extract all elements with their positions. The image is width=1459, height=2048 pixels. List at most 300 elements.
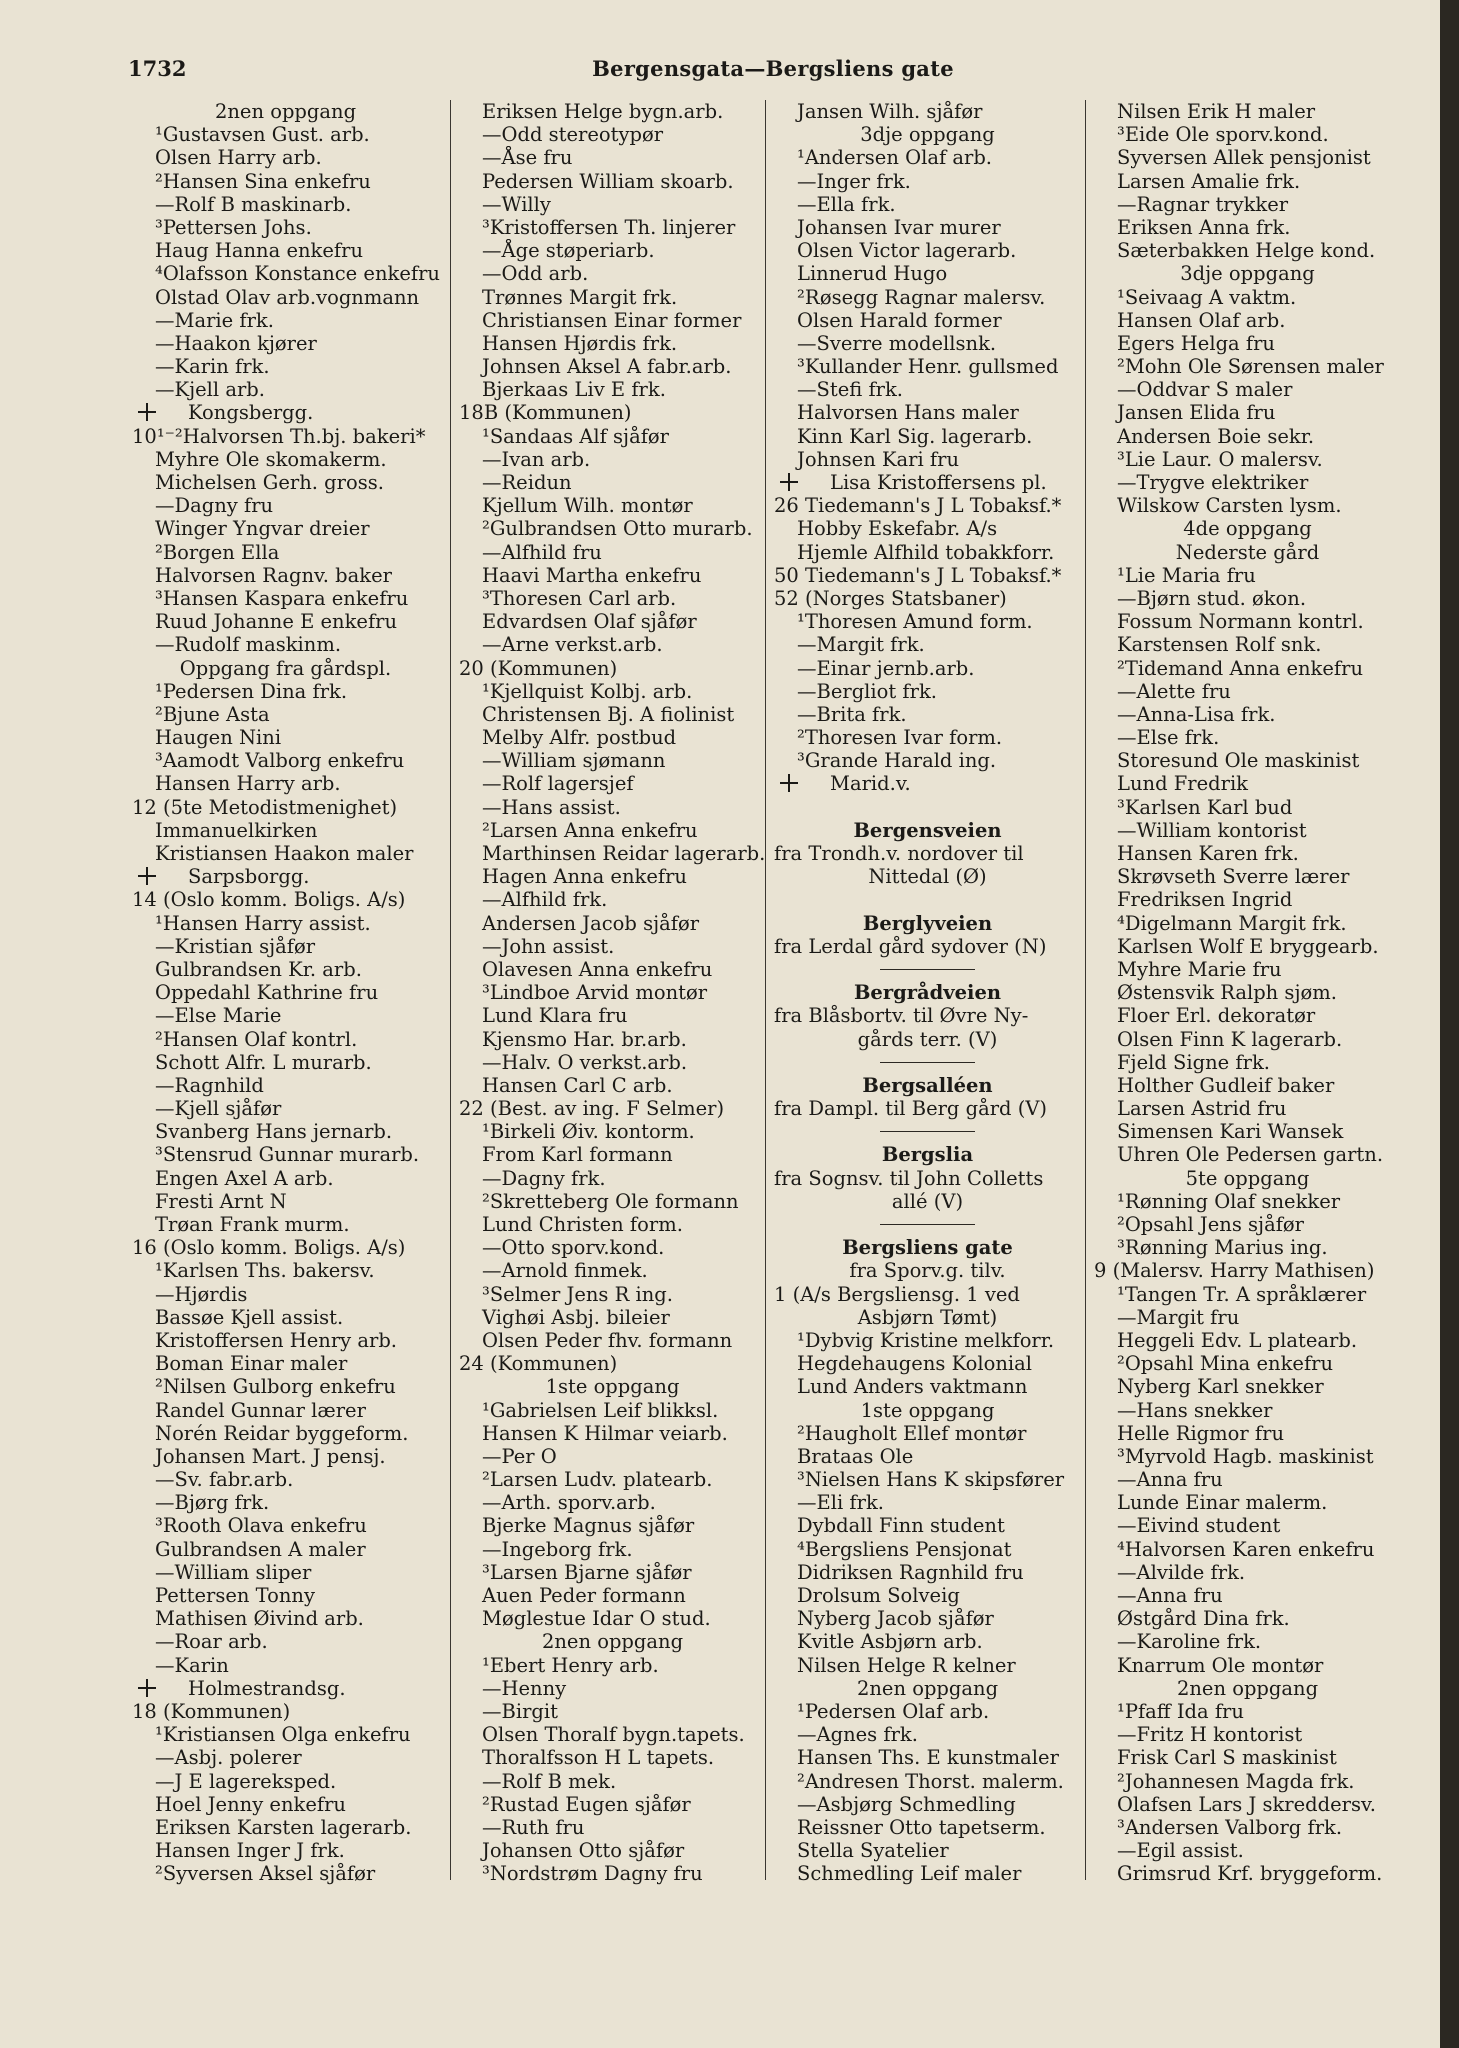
resident-entry: —William sliper — [155, 1560, 312, 1584]
resident-entry: Wilskow Carsten lysm. — [1117, 494, 1342, 518]
resident-entry: Olsen Peder fhv. formann — [482, 1328, 733, 1352]
resident-entry: ¹Thoresen Amund form. — [797, 610, 1033, 634]
resident-entry: Nyberg Karl snekker — [1117, 1375, 1324, 1399]
resident-entry: Reissner Otto tapetserm. — [797, 1815, 1046, 1839]
resident-entry: —Dagny frk. — [482, 1166, 606, 1190]
resident-entry: ³Eide Ole sporv.kond. — [1117, 123, 1329, 147]
street-description: fra Blåsbortv. til Øvre Ny- — [774, 1004, 1029, 1028]
resident-entry: —Sverre modellsnk. — [797, 331, 997, 355]
resident-entry: ³Rooth Olava enkefru — [155, 1514, 367, 1538]
column-3 — [770, 100, 1085, 1885]
resident-entry: Johansen Otto sjåfør — [482, 1839, 685, 1863]
resident-entry: ⁴Digelmann Margit frk. — [1117, 911, 1347, 935]
resident-entry: —Alette fru — [1117, 679, 1231, 703]
house-number-entry: 10¹⁻²Halvorsen Th.bj. bakeri* — [132, 424, 426, 448]
resident-entry: —Karin frk. — [155, 355, 270, 379]
section-divider — [770, 958, 1085, 981]
resident-entry: —Kjell arb. — [155, 378, 265, 402]
resident-entry: Schott Alfr. L murarb. — [155, 1050, 372, 1074]
resident-entry: —William sjømann — [482, 749, 666, 773]
resident-entry: Nilsen Erik H maler — [1117, 100, 1316, 123]
resident-entry: Boman Einar maler — [155, 1352, 348, 1376]
resident-entry: Stella Syatelier — [797, 1839, 949, 1863]
resident-entry: Nyberg Jacob sjåfør — [797, 1607, 994, 1631]
cross-street-label: Sarpsborgg. — [188, 865, 310, 889]
resident-entry: ³Stensrud Gunnar murarb. — [155, 1143, 420, 1167]
resident-entry: —Asbjørg Schmedling — [797, 1792, 1016, 1816]
section-subheading: Nederste gård — [1175, 540, 1320, 564]
resident-entry: Larsen Amalie frk. — [1117, 169, 1301, 193]
resident-entry: ¹Seivaag A vaktm. — [1117, 285, 1297, 309]
resident-entry: ²Haugholt Ellef montør — [797, 1421, 1027, 1445]
resident-entry: ¹Gustavsen Gust. arb. — [155, 123, 370, 147]
resident-entry: Grimsrud Krf. bryggeform. — [1117, 1862, 1383, 1886]
resident-entry: Helle Rigmor fru — [1117, 1421, 1285, 1445]
section-subheading: 3dje oppgang — [860, 123, 995, 147]
cross-street-icon — [136, 1677, 158, 1699]
column-4 — [1090, 100, 1405, 1885]
resident-entry: Johansen Mart. J pensj. — [155, 1444, 386, 1468]
resident-entry: —Oddvar S maler — [1117, 378, 1293, 402]
resident-entry: Olsen Harald former — [797, 308, 1002, 332]
resident-entry: —Rolf B maskinarb. — [155, 192, 352, 216]
street-heading: Berglyveien — [862, 911, 993, 935]
resident-entry: Halvorsen Ragnv. baker — [155, 563, 392, 587]
resident-entry: Ruud Johanne E enkefru — [155, 610, 398, 634]
resident-entry: Fresti Arnt N — [155, 1189, 287, 1213]
resident-entry: Olavesen Anna enkefru — [482, 957, 713, 981]
street-description: fra Trondh.v. nordover til — [774, 842, 1024, 865]
resident-entry: Knarrum Ole montør — [1117, 1653, 1324, 1677]
resident-entry: Haug Hanna enkefru — [155, 239, 363, 263]
resident-entry: Bjerke Magnus sjåfør — [482, 1514, 695, 1538]
resident-entry: Olsen Thoralf bygn.tapets. — [482, 1723, 745, 1747]
section-subheading: gårds terr. (V) — [857, 1027, 998, 1051]
resident-entry: Hegdehaugens Kolonial — [797, 1352, 1032, 1376]
section-subheading: fra Sporv.g. tilv. — [849, 1259, 1006, 1283]
resident-entry: Eriksen Helge bygn.arb. — [482, 100, 724, 123]
resident-entry: —Einar jernb.arb. — [797, 656, 975, 680]
resident-entry: Hansen Inger J frk. — [155, 1839, 345, 1863]
resident-entry: Hagen Anna enkefru — [482, 865, 687, 889]
resident-entry: —Else frk. — [1117, 726, 1220, 750]
column-divider — [1085, 100, 1086, 1880]
resident-entry: —Rolf lagersjef — [482, 772, 634, 796]
resident-entry: Gulbrandsen Kr. arb. — [155, 957, 362, 981]
cross-street-icon — [778, 772, 800, 794]
resident-entry: Kinn Karl Sig. lagerarb. — [797, 424, 1033, 448]
resident-entry: Johnsen Aksel A fabr.arb. — [482, 355, 732, 379]
resident-entry: ²Thoresen Ivar form. — [797, 726, 1003, 750]
resident-entry: Jansen Wilh. sjåfør — [797, 100, 983, 123]
resident-entry: Hjemle Alfhild tobakkforr. — [797, 540, 1055, 564]
resident-entry: ²Nilsen Gulborg enkefru — [155, 1375, 396, 1399]
resident-entry: Olafsen Lars J skreddersv. — [1117, 1792, 1376, 1816]
house-number-entry: 20 (Kommunen) — [459, 656, 618, 680]
section-subheading: Nittedal (Ø) — [868, 865, 987, 889]
resident-entry: ³Karlsen Karl bud — [1117, 795, 1293, 819]
resident-entry: —Halv. O verkst.arb. — [482, 1050, 688, 1074]
house-number-entry: 9 (Malersv. Harry Mathisen) — [1094, 1259, 1375, 1283]
resident-entry: ³Lindboe Arvid montør — [482, 981, 708, 1005]
resident-entry: —Karin — [155, 1653, 229, 1677]
resident-entry: —J E lagereksped. — [155, 1769, 337, 1793]
resident-entry: Vighøi Asbj. bileier — [482, 1305, 670, 1329]
resident-entry: —Arne verkst.arb. — [482, 633, 663, 657]
house-number-entry: 16 (Oslo komm. Boligs. A/s) — [132, 1236, 406, 1260]
page-number: 1732 — [128, 56, 187, 81]
resident-entry: Lund Klara fru — [482, 1004, 628, 1028]
section-divider — [770, 1051, 1085, 1074]
resident-entry: —Kristian sjåfør — [155, 934, 316, 958]
resident-entry: Olsen Harry arb. — [155, 146, 322, 170]
page-header — [128, 56, 1418, 86]
resident-entry: —Rudolf maskinm. — [155, 633, 342, 657]
resident-entry: ⁴Bergsliens Pensjonat — [797, 1537, 1012, 1561]
resident-entry: Kjensmo Har. br.arb. — [482, 1027, 687, 1051]
resident-entry: Hansen Hjørdis frk. — [482, 331, 678, 355]
resident-entry: Hoel Jenny enkefru — [155, 1792, 346, 1816]
resident-entry: —Alfhild frk. — [482, 888, 608, 912]
resident-entry: ²Bjune Asta — [155, 702, 270, 726]
resident-entry: Christiansen Einar former — [482, 308, 742, 332]
resident-entry: Sæterbakken Helge kond. — [1117, 239, 1376, 263]
resident-entry: ²Hansen Sina enkefru — [155, 169, 371, 193]
resident-entry: ³Larsen Bjarne sjåfør — [482, 1560, 692, 1584]
resident-entry: —Karoline frk. — [1117, 1630, 1262, 1654]
cross-street-icon — [778, 471, 800, 493]
resident-entry: —Arth. sporv.arb. — [482, 1491, 656, 1515]
resident-entry: ¹Rønning Olaf snekker — [1117, 1189, 1341, 1213]
spacer — [770, 888, 1085, 911]
resident-entry: Svanberg Hans jernarb. — [155, 1120, 393, 1144]
resident-entry: ²Syversen Aksel sjåfør — [155, 1862, 376, 1886]
cross-street-icon — [136, 865, 158, 887]
resident-entry: —Ivan arb. — [482, 447, 591, 471]
resident-entry: Linnerud Hugo — [797, 262, 948, 286]
resident-entry: —Åge støperiarb. — [482, 239, 655, 263]
column-1 — [128, 100, 443, 1885]
section-subheading: 2nen oppgang — [1176, 1676, 1319, 1700]
street-description: fra Sognsv. til John Colletts — [774, 1166, 1044, 1190]
section-subheading: 5te oppgang — [1185, 1166, 1310, 1190]
resident-entry: Frisk Carl S maskinist — [1117, 1746, 1337, 1770]
section-divider — [770, 1120, 1085, 1143]
section-subheading: 1ste oppgang — [860, 1398, 995, 1422]
resident-entry: Norén Reidar byggeform. — [155, 1421, 409, 1445]
resident-entry: ³Hansen Kaspara enkefru — [155, 586, 409, 610]
resident-entry: Myhre Ole skomakerm. — [155, 447, 387, 471]
resident-entry: —Hjørdis — [155, 1282, 248, 1306]
resident-entry: —Anna fru — [1117, 1584, 1223, 1607]
resident-entry: Hansen Olaf arb. — [1117, 308, 1286, 332]
street-heading: Bergrådveien — [853, 981, 1002, 1005]
resident-entry: —Odd arb. — [482, 262, 589, 286]
resident-entry: ³Selmer Jens R ing. — [482, 1282, 673, 1306]
resident-entry: —Odd stereotypør — [482, 123, 664, 147]
resident-entry: —Inger frk. — [797, 169, 911, 193]
resident-entry: Fossum Normann kontrl. — [1117, 610, 1364, 634]
resident-entry: ²Opsahl Mina enkefru — [1117, 1352, 1334, 1376]
resident-entry: ¹Lie Maria fru — [1117, 563, 1256, 587]
resident-entry: Michelsen Gerh. gross. — [155, 471, 384, 494]
cross-street-label: Marid.v. — [830, 772, 911, 796]
resident-entry: Karlsen Wolf E bryggearb. — [1117, 934, 1379, 958]
resident-entry: Møglestue Idar O stud. — [482, 1607, 711, 1631]
resident-entry: From Karl formann — [482, 1143, 673, 1167]
cross-street-label: Kongsbergg. — [188, 401, 314, 425]
resident-entry: ²Larsen Ludv. platearb. — [482, 1468, 713, 1492]
resident-entry: ²Skretteberg Ole formann — [482, 1189, 739, 1213]
resident-entry: —Eli frk. — [797, 1491, 884, 1515]
resident-entry: Trøan Frank murm. — [155, 1213, 350, 1236]
cross-street-icon — [136, 401, 158, 423]
resident-entry: ¹Sandaas Alf sjåfør — [482, 424, 669, 448]
resident-entry: ¹Ebert Henry arb. — [482, 1653, 659, 1677]
resident-entry: Schmedling Leif maler — [797, 1862, 1022, 1886]
resident-entry: Andersen Boie sekr. — [1117, 424, 1315, 448]
resident-entry: Hansen Karen frk. — [1117, 842, 1299, 865]
resident-entry: ⁴Olafsson Konstance enkefru — [155, 262, 440, 286]
resident-entry: Eriksen Anna frk. — [1117, 215, 1291, 239]
street-description: fra Lerdal gård sydover (N) — [774, 934, 1047, 958]
resident-entry: Nilsen Helge R kelner — [797, 1653, 1016, 1677]
column-2 — [455, 100, 770, 1885]
resident-entry: ³Lie Laur. O malersv. — [1117, 447, 1323, 471]
resident-entry: Marthinsen Reidar lagerarb. — [482, 842, 766, 865]
resident-entry: ³Nielsen Hans K skipsfører — [797, 1468, 1065, 1492]
resident-entry: Halvorsen Hans maler — [797, 401, 1019, 425]
resident-entry: —Margit fru — [1117, 1305, 1240, 1329]
resident-entry: Dybdall Finn student — [797, 1514, 1005, 1538]
section-subheading: 2nen oppgang — [541, 1630, 684, 1654]
resident-entry: —Bjørn stud. økon. — [1117, 586, 1307, 610]
resident-entry: Skrøvseth Sverre lærer — [1117, 865, 1350, 889]
resident-entry: Uhren Ole Pedersen gartn. — [1117, 1143, 1384, 1167]
street-description: fra Dampl. til Berg gård (V) — [774, 1097, 1048, 1121]
resident-entry: Egers Helga fru — [1117, 331, 1275, 355]
resident-entry: —Haakon kjører — [155, 331, 317, 355]
resident-entry: —Asbj. polerer — [155, 1746, 302, 1770]
house-number-entry: 14 (Oslo komm. Boligs. A/s) — [132, 888, 406, 912]
resident-entry: Hansen K Hilmar veiarb. — [482, 1421, 728, 1445]
resident-entry: ¹Gabrielsen Leif blikksl. — [482, 1398, 719, 1422]
house-number-entry: 18 (Kommunen) — [132, 1699, 291, 1723]
resident-entry: Larsen Astrid fru — [1117, 1097, 1287, 1121]
resident-entry: —Birgit — [482, 1699, 558, 1723]
resident-entry: Kjellum Wilh. montør — [482, 494, 693, 518]
section-subheading: allé (V) — [891, 1189, 964, 1213]
resident-entry: —Trygve elektriker — [1117, 471, 1309, 494]
section-subheading: Oppgang fra gårdspl. — [179, 656, 392, 680]
cross-street-row — [770, 471, 1085, 494]
resident-entry: ¹Pedersen Olaf arb. — [797, 1699, 990, 1723]
resident-entry: ²Andresen Thorst. malerm. — [797, 1769, 1064, 1793]
resident-entry: Immanuelkirken — [155, 818, 318, 842]
resident-entry: —Hans assist. — [482, 795, 621, 819]
resident-entry: ¹Birkeli Øiv. kontorm. — [482, 1120, 695, 1144]
resident-entry: ³Kristoffersen Th. linjerer — [482, 215, 736, 239]
resident-entry: Didriksen Ragnhild fru — [797, 1560, 1024, 1584]
resident-entry: ³Andersen Valborg frk. — [1117, 1815, 1343, 1839]
resident-entry: Simensen Kari Wansek — [1117, 1120, 1344, 1144]
resident-entry: —Anna fru — [1117, 1468, 1223, 1492]
resident-entry: ³Grande Harald ing. — [797, 749, 997, 773]
resident-entry: Storesund Ole maskinist — [1117, 749, 1360, 773]
resident-entry: Lund Fredrik — [1117, 772, 1248, 796]
resident-entry: —Alvilde frk. — [1117, 1560, 1246, 1584]
resident-entry: ²Gulbrandsen Otto murarb. — [482, 517, 753, 541]
resident-entry: Jansen Elida fru — [1117, 401, 1276, 425]
resident-entry: ³Rønning Marius ing. — [1117, 1236, 1328, 1260]
resident-entry: Østensvik Ralph sjøm. — [1117, 981, 1337, 1005]
resident-entry: ¹Karlsen Ths. bakersv. — [155, 1259, 375, 1283]
street-heading: Bergslia — [881, 1143, 974, 1167]
resident-entry: Fjeld Signe frk. — [1117, 1050, 1270, 1074]
resident-entry: Johnsen Kari fru — [797, 447, 960, 471]
resident-entry: Hansen Harry arb. — [155, 772, 341, 796]
resident-entry: Lund Anders vaktmann — [797, 1375, 1028, 1399]
resident-entry: —Stefi frk. — [797, 378, 903, 402]
resident-entry: ²Larsen Anna enkefru — [482, 818, 698, 842]
resident-entry: —Agnes frk. — [797, 1723, 918, 1747]
resident-entry: —William kontorist — [1117, 818, 1307, 842]
house-number-entry: 24 (Kommunen) — [459, 1352, 618, 1376]
resident-entry: —Ragnar trykker — [1117, 192, 1289, 216]
resident-entry: Brataas Ole — [797, 1444, 914, 1468]
resident-entry: —Dagny fru — [155, 494, 274, 518]
resident-entry: —Else Marie — [155, 1004, 282, 1028]
resident-entry: —Henny — [482, 1676, 567, 1700]
resident-entry: Østgård Dina frk. — [1117, 1607, 1290, 1631]
column-divider — [450, 100, 451, 1880]
cross-street-row — [770, 772, 1085, 795]
resident-entry: —Per O — [482, 1444, 557, 1468]
resident-entry: Pedersen William skoarb. — [482, 169, 734, 193]
resident-entry: Kristiansen Haakon maler — [155, 842, 414, 865]
resident-entry: ²Mohn Ole Sørensen maler — [1117, 355, 1384, 379]
resident-entry: Fredriksen Ingrid — [1117, 888, 1293, 912]
resident-entry: Thoralfsson H L tapets. — [482, 1746, 715, 1770]
resident-entry: Olstad Olav arb.vognmann — [155, 285, 420, 309]
resident-entry: ⁴Halvorsen Karen enkefru — [1117, 1537, 1375, 1561]
resident-entry: Hobby Eskefabr. A/s — [797, 517, 998, 541]
resident-entry: —Fritz H kontorist — [1117, 1723, 1303, 1747]
cross-street-row — [128, 401, 443, 424]
resident-entry: ²Borgen Ella — [155, 540, 280, 564]
resident-entry: Mathisen Øivind arb. — [155, 1607, 364, 1631]
resident-entry: Pettersen Tonny — [155, 1584, 315, 1607]
resident-entry: Karstensen Rolf snk. — [1117, 633, 1322, 657]
resident-entry: —Egil assist. — [1117, 1839, 1244, 1863]
resident-entry: —Hans snekker — [1117, 1398, 1273, 1422]
resident-entry: Olsen Finn K lagerarb. — [1117, 1027, 1343, 1051]
resident-entry: ¹Tangen Tr. A språklærer — [1117, 1282, 1367, 1306]
resident-entry: —Eivind student — [1117, 1514, 1281, 1538]
cross-street-label: Holmestrandsg. — [188, 1676, 346, 1700]
resident-entry: —Rolf B mek. — [482, 1769, 617, 1793]
resident-entry: —Bergliot frk. — [797, 679, 937, 703]
resident-entry: ²Rustad Eugen sjåfør — [482, 1792, 691, 1816]
resident-entry: Andersen Jacob sjåfør — [482, 911, 700, 935]
resident-entry: —Bjørg frk. — [155, 1491, 270, 1515]
resident-entry: —Sv. fabr.arb. — [155, 1468, 294, 1492]
resident-entry: —Kjell sjåfør — [155, 1097, 282, 1121]
resident-entry: —Reidun — [482, 471, 572, 494]
resident-entry: Eriksen Karsten lagerarb. — [155, 1815, 412, 1839]
resident-entry: Kristoffersen Henry arb. — [155, 1328, 397, 1352]
resident-entry: ³Kullander Henr. gullsmed — [797, 355, 1059, 379]
resident-entry: —Åse fru — [482, 146, 573, 170]
house-number-entry: 12 (5te Metodistmenighet) — [132, 795, 398, 819]
section-subheading: 4de oppgang — [1183, 517, 1312, 541]
resident-entry: ²Johannesen Magda frk. — [1117, 1769, 1355, 1793]
house-number-entry: 22 (Best. av ing. F Selmer) — [459, 1097, 725, 1121]
resident-entry: ¹Hansen Harry assist. — [155, 911, 371, 935]
resident-entry: Melby Alfr. postbud — [482, 726, 677, 750]
resident-entry: ²Opsahl Jens sjåfør — [1117, 1213, 1304, 1236]
house-number-entry: 52 (Norges Statsbaner) — [774, 586, 1007, 610]
resident-entry: Hansen Ths. E kunstmaler — [797, 1746, 1059, 1770]
resident-entry: ³Aamodt Valborg enkefru — [155, 749, 405, 773]
resident-entry: —Margit frk. — [797, 633, 925, 657]
resident-entry: ³Thoresen Carl arb. — [482, 586, 677, 610]
resident-entry: Bjerkaas Liv E frk. — [482, 378, 666, 402]
street-heading: Bergsalléen — [862, 1073, 993, 1097]
street-heading: Bergsliens gate — [842, 1236, 1013, 1260]
resident-entry: —Alfhild fru — [482, 540, 602, 564]
cross-street-row — [128, 865, 443, 888]
house-number-entry: 50 Tiedemann's J L Tobaksf.* — [774, 563, 1062, 587]
resident-entry: Johansen Ivar murer — [797, 215, 1001, 239]
resident-entry: ³Myrvold Hagb. maskinist — [1117, 1444, 1374, 1468]
resident-entry: Oppedahl Kathrine fru — [155, 981, 379, 1005]
house-number-entry: 26 Tiedemann's J L Tobaksf.* — [774, 494, 1062, 518]
section-subheading: Asbjørn Tømt) — [857, 1305, 998, 1329]
section-divider — [770, 1213, 1085, 1236]
resident-entry: ²Hansen Olaf kontrl. — [155, 1027, 358, 1051]
resident-entry: —Arnold finmek. — [482, 1259, 648, 1283]
resident-entry: —Marie frk. — [155, 308, 274, 332]
resident-entry: Trønnes Margit frk. — [482, 285, 678, 309]
resident-entry: Christensen Bj. A fiolinist — [482, 702, 735, 726]
section-subheading: 2nen oppgang — [856, 1676, 999, 1700]
resident-entry: Haugen Nini — [155, 726, 282, 750]
house-number-entry: 1 (A/s Bergsliensg. 1 ved — [774, 1282, 1020, 1306]
house-number-entry: 18B (Kommunen) — [459, 401, 632, 425]
resident-entry: Randel Gunnar lærer — [155, 1398, 366, 1422]
resident-entry: Lund Christen form. — [482, 1213, 683, 1236]
resident-entry: ¹Pedersen Dina frk. — [155, 679, 348, 703]
resident-entry: —Ingeborg frk. — [482, 1537, 633, 1561]
section-subheading: 2nen oppgang — [214, 100, 357, 123]
resident-entry: ¹Pfaff Ida fru — [1117, 1699, 1244, 1723]
resident-entry: —John assist. — [482, 934, 615, 958]
resident-entry: —Otto sporv.kond. — [482, 1236, 665, 1260]
resident-entry: Winger Yngvar dreier — [155, 517, 370, 541]
resident-entry: ¹Kjellquist Kolbj. arb. — [482, 679, 693, 703]
resident-entry: Kvitle Asbjørn arb. — [797, 1630, 983, 1654]
resident-entry: ²Røsegg Ragnar malersv. — [797, 285, 1046, 309]
resident-entry: Heggeli Edv. L platearb. — [1117, 1328, 1358, 1352]
resident-entry: Edvardsen Olaf sjåfør — [482, 610, 697, 634]
spacer — [770, 796, 1085, 819]
resident-entry: —Anna-Lisa frk. — [1117, 702, 1276, 726]
resident-entry: —Willy — [482, 192, 551, 216]
resident-entry: ³Nordstrøm Dagny fru — [482, 1862, 703, 1886]
resident-entry: Myhre Marie fru — [1117, 957, 1282, 981]
resident-entry: Hansen Carl C arb. — [482, 1073, 673, 1097]
